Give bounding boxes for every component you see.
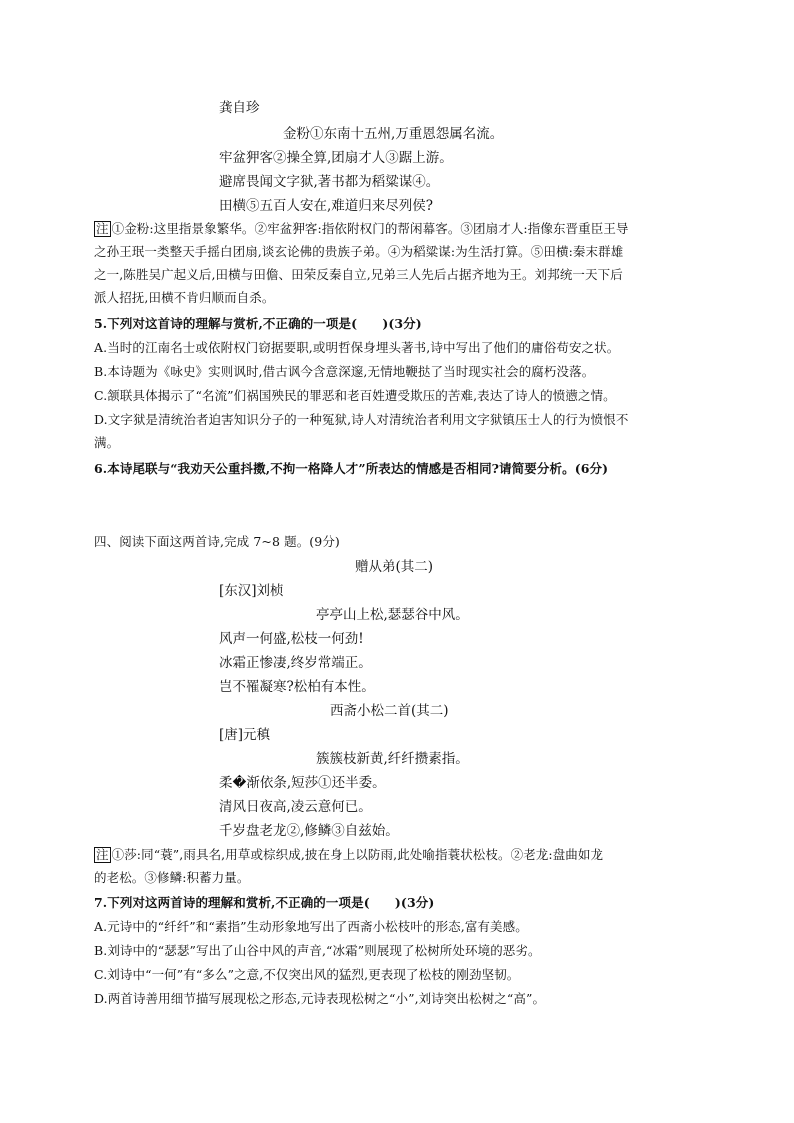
- q7-option-c: C.刘诗中“一何”有“多么”之意,不仅突出风的猛烈,更表现了松枝的刚劲坚韧。: [94, 967, 520, 982]
- poem3-line-4: 千岁盘老龙②,修鳞③自兹始。: [219, 823, 399, 839]
- q5-option-c: C.颔联具体揭示了“名流”们祸国殃民的罪恶和老百姓遭受欺压的苦难,表达了诗人的愤懑之情。: [94, 388, 616, 403]
- q7-option-a: A.元诗中的“纤纤”和“素指”生动形象地写出了西斋小松枝叶的形态,富有美感。: [94, 919, 528, 934]
- poem1-note-line-1: 注 ①金粉:这里指景象繁华。②牢盆狎客:指依附权门的帮闲幕客。③团扇才人:指像东晋重臣王导: [96, 221, 629, 236]
- poem3-title: 西斋小松二首(其二): [330, 703, 449, 719]
- q7-stem: 7.下列对这两首诗的理解和赏析,不正确的一项是( )(3分): [94, 895, 435, 910]
- poem3-author: [唐]元稹: [219, 727, 271, 743]
- poem3-note-line-1: 注 ①莎:同“蓑”,雨具名,用草或棕织成,披在身上以防雨,此处喻指蓑状松枝。②老龙:盘曲如龙: [96, 847, 604, 862]
- poem1-note-line-4: 派人招抚,田横不肯归顺而自杀。: [94, 290, 275, 305]
- q5-option-b: B.本诗题为《咏史》实则讽时,借古讽今含意深邃,无情地鞭挞了当时现实社会的腐朽没落。: [94, 364, 595, 379]
- q7-option-d: D.两首诗善用细节描写展现松之形态,元诗表现松树之“小”,刘诗突出松树之“高”。: [94, 991, 546, 1006]
- poem3-note-line-2: 的老松。③修鳞:积蓄力量。: [94, 870, 250, 885]
- section4-heading: 四、阅读下面这两首诗,完成 7~8 题。(9分): [94, 534, 340, 549]
- poem1-line-1: 金粉①东南十五州,万重恩怨属名流。: [283, 126, 504, 142]
- q5-option-d: D.文字狱是清统治者迫害知识分子的一种冤狱,诗人对清统治者利用文字狱镇压士人的行为愤恨不: [94, 412, 629, 427]
- poem1-line-3: 避席畏闻文字狱,著书都为稻粱谋④。: [219, 174, 440, 190]
- note-marker: 注: [96, 847, 109, 862]
- q6-stem: 6.本诗尾联与“我劝天公重抖擞,不拘一格降人才”所表达的情感是否相同?请简要分析。(6分): [94, 461, 609, 476]
- poem3-line-1: 簇簇枝新黄,纤纤攒素指。: [316, 751, 469, 767]
- poem1-line-2: 牢盆狎客②操全算,团扇才人③踞上游。: [219, 150, 453, 166]
- poem1-note-line-2: 之孙王珉一类整天手摇白团扇,谈玄论佛的贵族子弟。④为稻粱谋:为生活打算。⑤田横:秦末群雄: [94, 244, 624, 259]
- q5-option-d-cont: 满。: [94, 435, 120, 450]
- poem3-line-2: 柔�渐依条,短莎①还半委。: [219, 775, 386, 791]
- q5-stem: 5.下列对这首诗的理解与赏析,不正确的一项是( )(3分): [94, 316, 422, 331]
- poem1-author: 龚自珍: [219, 100, 260, 116]
- poem1-line-4: 田横⑤五百人安在,难道归来尽列侯?: [219, 198, 434, 214]
- poem2-title: 赠从弟(其二): [355, 559, 434, 575]
- poem2-line-4: 岂不罹凝寒?松柏有本性。: [219, 679, 375, 695]
- poem1-note-line-3: 之一,陈胜吴广起义后,田横与田儋、田荣反秦自立,兄弟三人先后占据齐地为王。刘邦统一天下后: [94, 267, 623, 282]
- q7-option-b: B.刘诗中的“瑟瑟”写出了山谷中风的声音,“冰霜”则展现了松树所处环境的恶劣。: [94, 943, 541, 958]
- poem2-author: [东汉]刘桢: [219, 583, 284, 599]
- poem2-line-1: 亭亭山上松,瑟瑟谷中风。: [316, 607, 469, 623]
- q5-option-a: A.当时的江南名士或依附权门窃据要职,或明哲保身埋头著书,诗中写出了他们的庸俗苟安之状。: [94, 340, 620, 355]
- poem2-line-3: 冰霜正惨凄,终岁常端正。: [219, 655, 372, 671]
- poem2-line-2: 风声一何盛,松枝一何劲!: [219, 631, 364, 647]
- note-marker: 注: [96, 221, 109, 236]
- poem3-line-3: 清风日夜高,凌云意何已。: [219, 799, 372, 815]
